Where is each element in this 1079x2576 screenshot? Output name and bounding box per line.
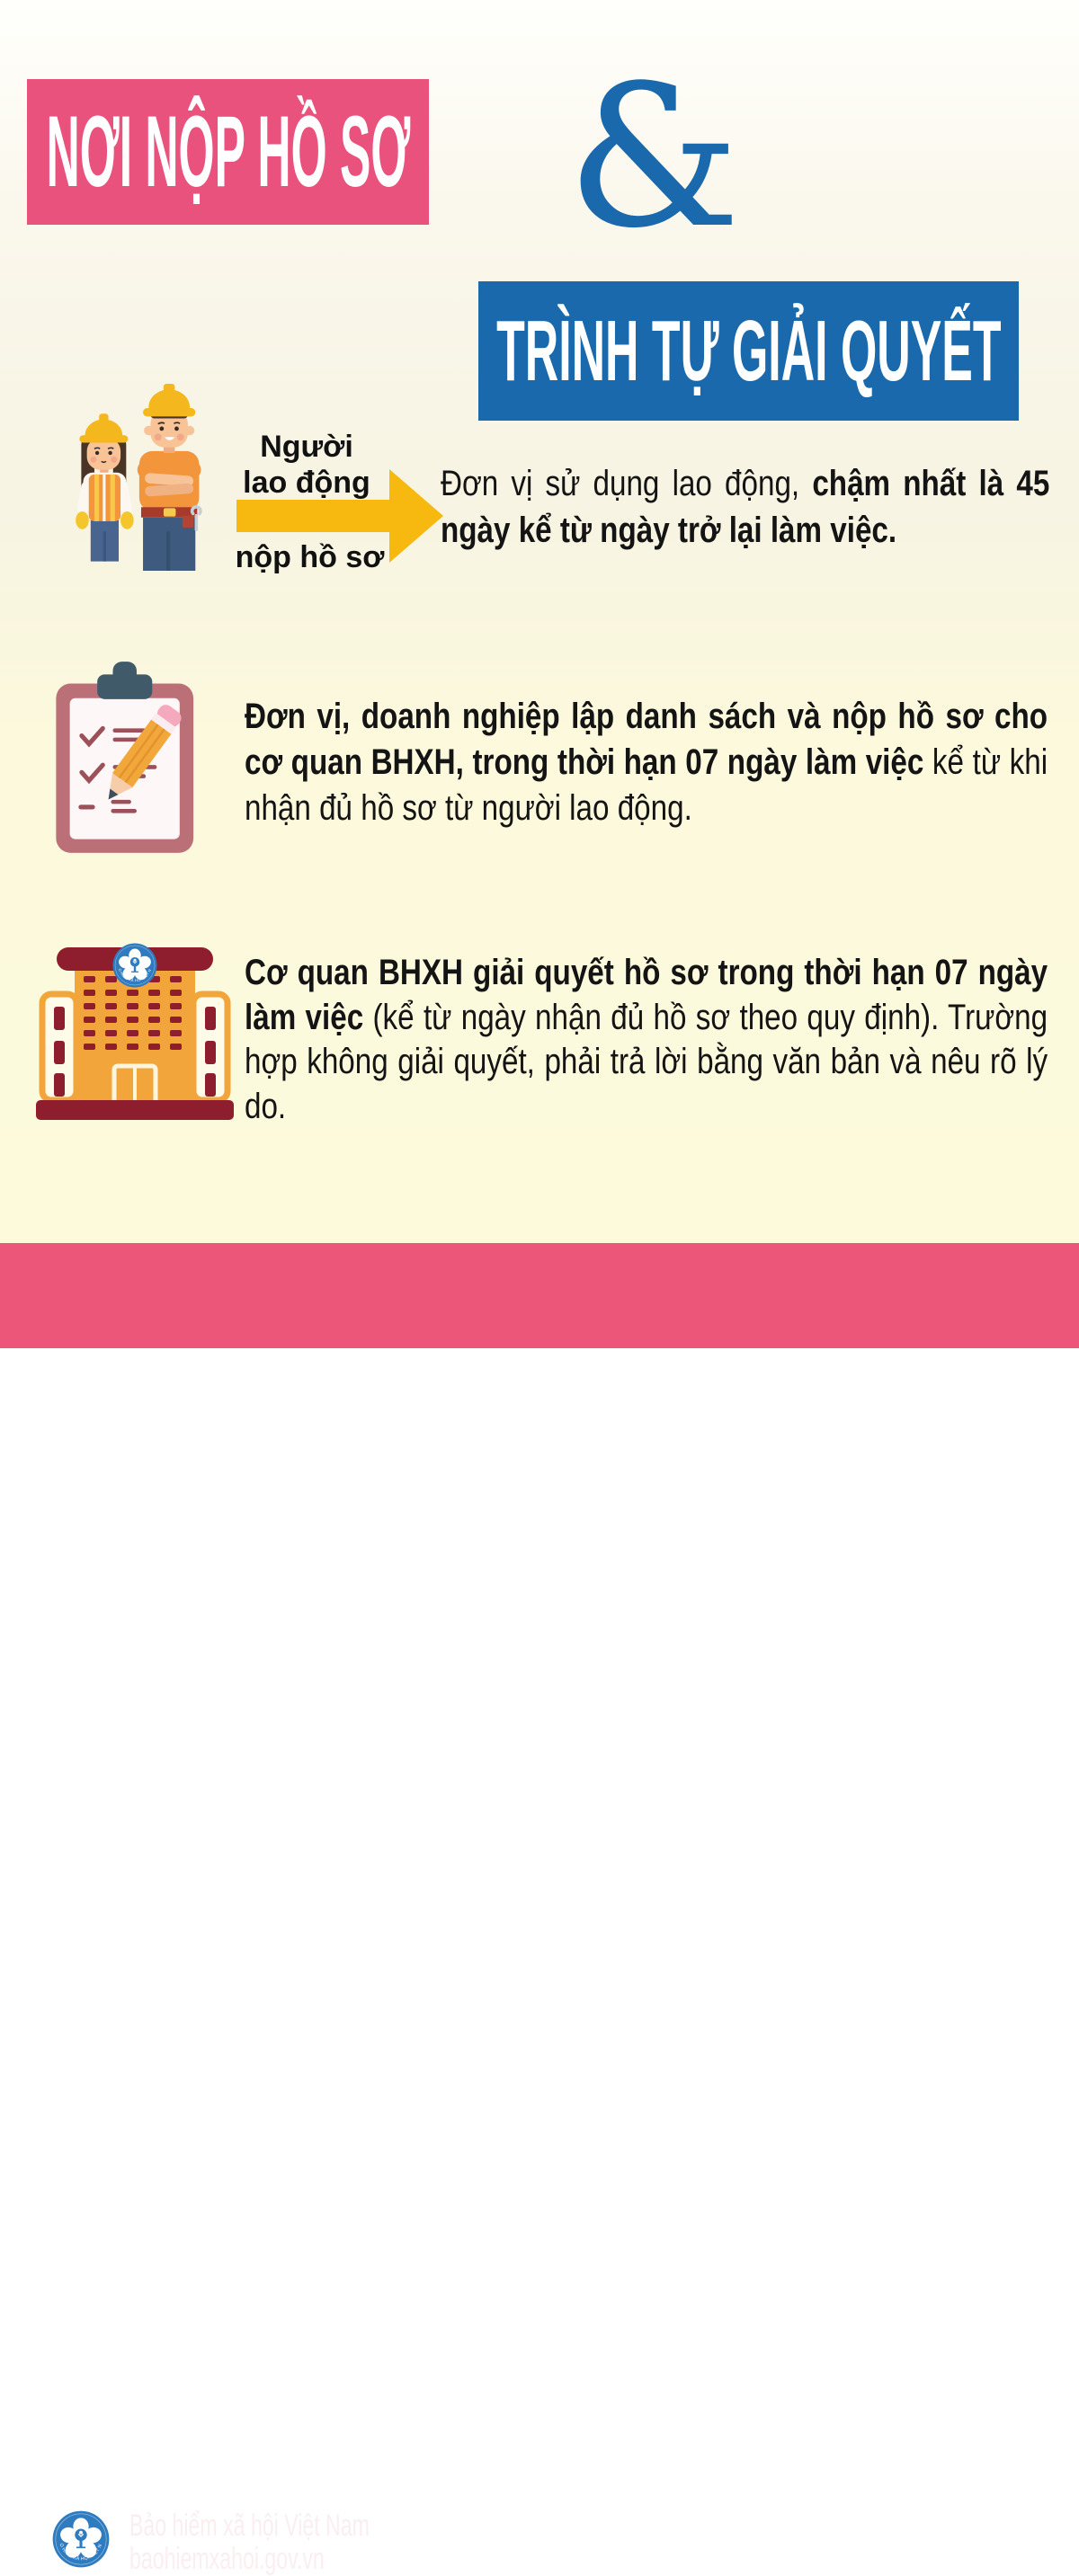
step1-text-bold: chậm nhất là 45 ngày kể từ ngày trở lại làm việc.	[441, 464, 1050, 550]
worker-label-line2: lao động	[243, 466, 370, 500]
pink-title-text: NƠI NỘP HỒ SƠ	[46, 95, 410, 208]
blue-title-text: TRÌNH TỰ GIẢI QUYẾT	[495, 302, 1002, 399]
step3-text-normal: (kể từ ngày nhận đủ hồ sơ theo quy định). Trường hợp không giải quyết, phải trả lời bằng văn bản và nêu rõ lý do.	[245, 997, 1048, 1126]
footer-band	[0, 1243, 1079, 2576]
step1-text	[441, 460, 1049, 554]
pink-title-banner	[27, 79, 429, 225]
arrow-right-head	[389, 469, 443, 563]
workers-icon	[72, 383, 212, 572]
bhxh-building-icon	[31, 940, 238, 1120]
footer-org-name: Bảo hiểm xã hội Việt Nam	[129, 2509, 370, 2543]
worker-label-line1: Người	[260, 430, 353, 464]
worker-action-label: nộp hồ sơ	[235, 540, 385, 574]
worker-man	[138, 384, 201, 571]
worker-woman	[76, 413, 133, 561]
step2-text-normal: kể từ khi nhận đủ hồ sơ từ người lao động.	[245, 742, 1048, 828]
step1-text-normal: Đơn vị sử dụng lao động,	[441, 464, 813, 503]
clipboard-checklist-pencil-icon	[47, 658, 230, 859]
arrow-right-icon	[236, 500, 391, 532]
step3-text	[245, 951, 1048, 1129]
step3-text-bold: Cơ quan BHXH giải quyết hồ sơ trong thời hạn 07 ngày làm việc	[245, 953, 1048, 1037]
worker-label	[227, 429, 387, 501]
ampersand-symbol: &	[566, 44, 742, 271]
bhxh-flower-logo-icon	[52, 2510, 110, 2568]
blue-title-banner	[478, 281, 1019, 421]
footer-website[interactable]: baohiemxahoi.gov.vn	[129, 2542, 325, 2576]
step2-text-bold: Đơn vị, doanh nghiệp lập danh sách và nộp hồ sơ cho cơ quan BHXH, trong thời hạn 07 ngày làm việc	[245, 697, 1048, 782]
step2-text	[245, 694, 1048, 831]
footer-text	[129, 2509, 370, 2576]
